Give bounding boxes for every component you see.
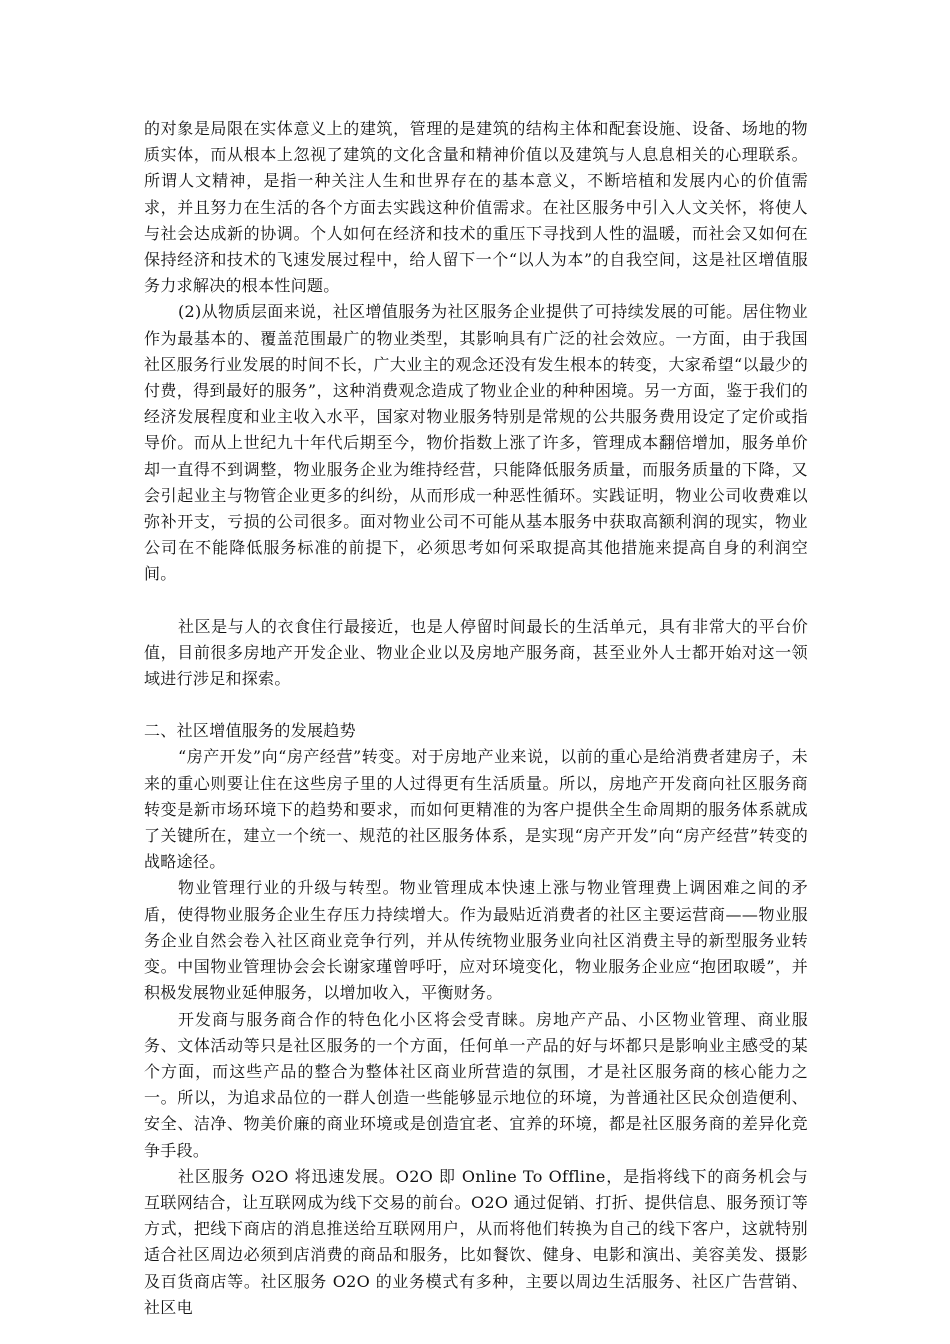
paragraph-community-platform-value: 社区是与人的衣食住行最接近，也是人停留时间最长的生活单元，具有非常大的平台价值，目前很多房地产开发企业、物业企业以及房地产服务商，甚至业外人士都开始对这一领域进行涉足和探索。 xyxy=(144,616,808,689)
paragraph-trend-real-estate-operation: “房产开发”向“房产经营”转变。对于房地产业来说，以前的重心是给消费者建房子，未来的重心则要让住在这些房子里的人过得更有生活质量。所以，房地产开发商向社区服务商转变是新市场环境下的趋势和要求，而如何更精准的为客户提供全生命周期的服务体系就成了关键所在，建立一个统一、规范的社区服务体系，是实现“房产开发”向“房产经营”转变的战略途径。 xyxy=(144,747,808,872)
document-page xyxy=(144,116,808,1321)
paragraph-humanistic-spirit: 的对象是局限在实体意义上的建筑，管理的是建筑的结构主体和配套设施、设备、场地的物质实体，而从根本上忽视了建筑的文化含量和精神价值以及建筑与人息息相关的心理联系。所谓人文精神，是指一种关注人生和世界存在的基本意义，不断培植和发展内心的价值需求，并且努力在生活的各个方面去实践这种价值需求。在社区服务中引入人文关怀，将使人与社会达成新的协调。个人如何在经济和技术的重压下寻找到人性的温暖，而社会又如何在保持经济和技术的飞速发展过程中，给人留下一个“以人为本”的自我空间，这是社区增值服务力求解决的根本性问题。 xyxy=(144,119,808,296)
paragraph-trend-property-upgrade: 物业管理行业的升级与转型。物业管理成本快速上涨与物业管理费上调困难之间的矛盾，使得物业服务企业生存压力持续增大。作为最贴近消费者的社区主要运营商——物业服务企业自然会卷入社区商业竞争行列，并从传统物业服务业向社区消费主导的新型服务业转变。中国物业管理协会会长谢家瑾曾呼吁，应对环境变化，物业服务企业应“抱团取暖”，并积极发展物业延伸服务，以增加收入，平衡财务。 xyxy=(144,878,808,1003)
paragraph-trend-o2o: 社区服务 O2O 将迅速发展。O2O 即 Online To Offline，是指将线下的商务机会与互联网结合，让互联网成为线下交易的前台。O2O 通过促销、打折、提供信息、服务预订等方式，把线下商店的消息推送给互联网用户，从而将他们转换为自己的线下客户，这就特别适合社区周边必须到店消费的商品和服务，比如餐饮、健身、电影和演出、美容美发、摄影及百货商店等。社区服务 O2O 的业务模式有多种，主要以周边生活服务、社区广告营销、社区电 xyxy=(144,1166,808,1317)
paragraph-spacer xyxy=(144,588,808,614)
paragraph-material-level: (2)从物质层面来说，社区增值服务为社区服务企业提供了可持续发展的可能。居住物业作为最基本的、覆盖范围最广的物业类型，其影响具有广泛的社会效应。一方面，由于我国社区服务行业发展的时间不长，广大业主的观念还没有发生根本的转变，大家希望“以最少的付费，得到最好的服务”，这种消费观念造成了物业企业的种种困境。另一方面，鉴于我们的经济发展程度和业主收入水平，国家对物业服务特别是常规的公共服务费用设定了定价或指导价。而从上世纪九十年代后期至今，物价指数上涨了许多，管理成本翻倍增加，服务单价却一直得不到调整，物业服务企业为维持经营，只能降低服务质量，而服务质量的下降，又会引起业主与物管企业更多的纠纷，从而形成一种恶性循环。实践证明，物业公司收费难以弥补开支，亏损的公司很多。面对物业公司不可能从基本服务中获取高额利润的现实，物业公司在不能降低服务标准的前提下，必须思考如何采取提高其他措施来提高自身的利润空间。 xyxy=(144,302,808,584)
paragraph-spacer xyxy=(144,692,808,718)
section-heading: 二、社区增值服务的发展趋势 xyxy=(144,721,356,741)
paragraph-trend-featured-communities: 开发商与服务商合作的特色化小区将会受青睐。房地产产品、小区物业管理、商业服务、文体活动等只是社区服务的一个方面，任何单一产品的好与坏都只是影响业主感受的某个方面，而这些产品的整合为整体社区商业所营造的氛围，才是社区服务商的核心能力之一。所以，为追求品位的一群人创造一些能够显示地位的环境，为普通社区民众创造便利、安全、洁净、物美价廉的商业环境或是创造宜老、宜养的环境，都是社区服务商的差异化竞争手段。 xyxy=(144,1009,808,1160)
